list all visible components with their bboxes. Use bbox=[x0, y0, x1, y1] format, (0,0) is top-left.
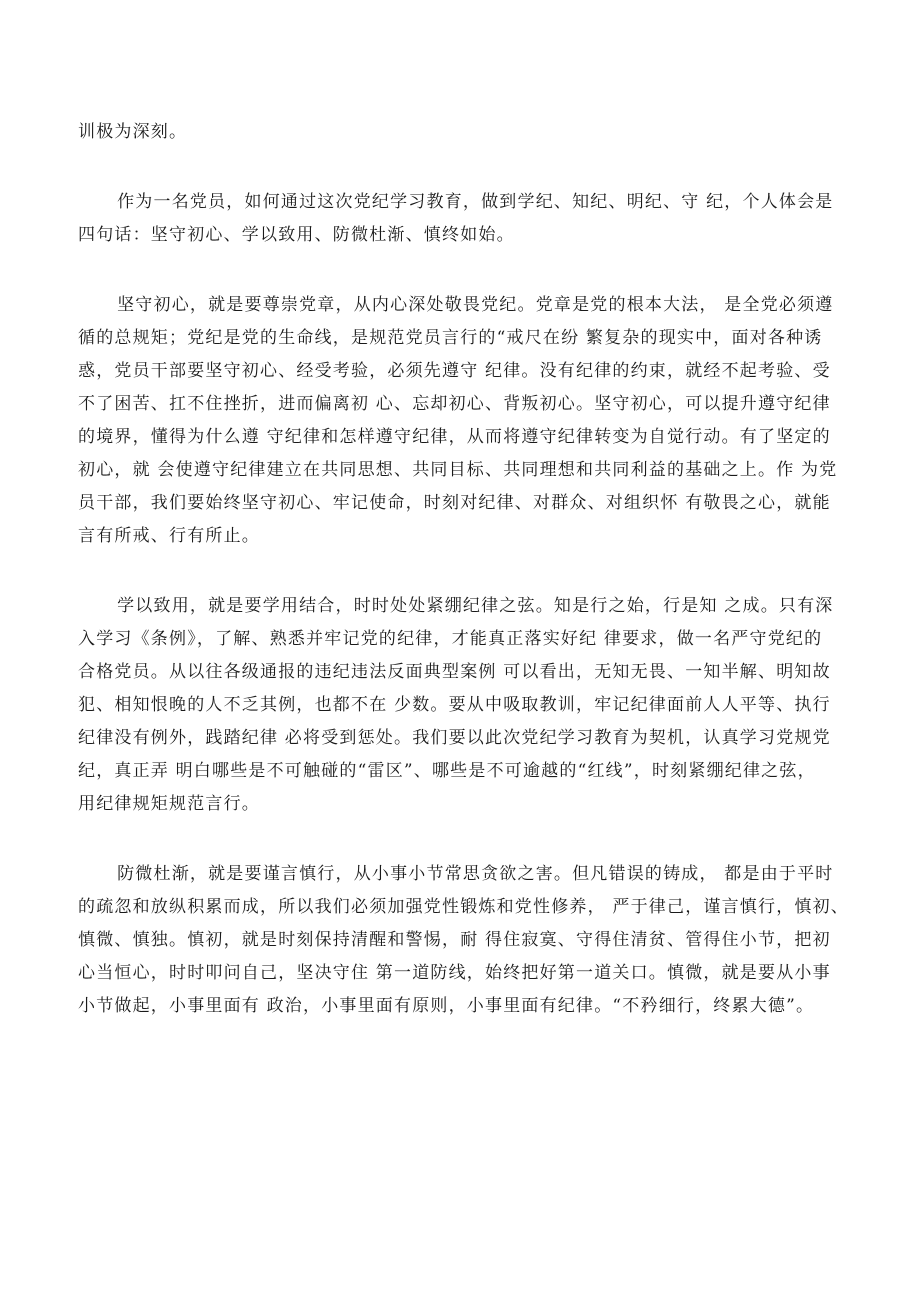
text-line: 训极为深刻。 bbox=[78, 122, 188, 142]
text-line: 循的总规矩；党纪是党的生命线，是规范党员言行的“戒尺在纷 繁复杂的现实中，面对各种诱 bbox=[78, 328, 823, 348]
text-line: 言有所戒、行有所止。 bbox=[78, 526, 260, 546]
text-line: 坚守初心，就是要尊崇党章，从内心深处敬畏党纪。党章是党的根本大法， 是全党必须遵 bbox=[117, 295, 834, 315]
paragraph bbox=[78, 116, 854, 149]
text-line: 小节做起，小事里面有 政治，小事里面有原则，小事里面有纪律。“不矜细行，终累大德”。 bbox=[78, 996, 815, 1016]
text-line: 不了困苦、扛不住挫折，进而偏离初 心、忘却初心、背叛初心。坚守初心，可以提升遵守纪律 bbox=[78, 394, 831, 414]
paragraph bbox=[78, 590, 854, 821]
text-line: 员干部，我们要始终坚守初心、牢记使命，时刻对纪律、对群众、对组织怀 有敬畏之心，就能 bbox=[78, 493, 831, 513]
text-line: 四句话：坚守初心、学以致用、防微杜渐、慎终如始。 bbox=[78, 225, 515, 245]
text-line: 的境界，懂得为什么遵 守纪律和怎样遵守纪律，从而将遵守纪律转变为自觉行动。有了坚定的 bbox=[78, 427, 831, 447]
text-line: 惑，党员干部要坚守初心、经受考验，必须先遵守 纪律。没有纪律的约束，就经不起考验、受 bbox=[78, 361, 831, 381]
text-line: 合格党员。从以往各级通报的违纪违法反面典型案例 可以看出，无知无畏、一知半解、明知故 bbox=[78, 662, 831, 682]
text-line: 犯、相知恨晚的人不乏其例，也都不在 少数。要从中吸取教训，牢记纪律面前人人平等、执行 bbox=[78, 695, 831, 715]
text-line: 纪，真正弄 明白哪些是不可触碰的“雷区”、哪些是不可逾越的“红线”，时刻紧绷纪律之弦， bbox=[78, 761, 816, 781]
text-line: 入学习《条例》，了解、熟悉并牢记党的纪律，才能真正落实好纪 律要求，做一名严守党纪的 bbox=[78, 629, 823, 649]
text-line: 学以致用，就是要学用结合，时时处处紧绷纪律之弦。知是行之始，行是知 之成。只有深 bbox=[117, 596, 834, 616]
text-line: 的疏忽和放纵积累而成，所以我们必须加强党性锻炼和党性修养， 严于律己，谨言慎行，慎初、 bbox=[78, 897, 850, 917]
paragraph bbox=[78, 186, 854, 252]
document-page bbox=[78, 116, 854, 1060]
paragraph bbox=[78, 289, 854, 553]
text-line: 防微杜渐，就是要谨言慎行，从小事小节常思贪欲之害。但凡错误的铸成， 都是由于平时 bbox=[117, 864, 834, 884]
text-line: 慎微、慎独。慎初，就是时刻保持清醒和警惕，耐 得住寂寞、守得住清贫、管得住小节，把初 bbox=[78, 930, 831, 950]
text-line: 用纪律规矩规范言行。 bbox=[78, 794, 260, 814]
text-line: 作为一名党员，如何通过这次党纪学习教育，做到学纪、知纪、明纪、守 纪，个人体会是 bbox=[117, 192, 834, 212]
text-line: 初心，就 会使遵守纪律建立在共同思想、共同目标、共同理想和共同利益的基础之上。作 为党 bbox=[78, 460, 838, 480]
text-line: 纪律没有例外，践踏纪律 必将受到惩处。我们要以此次党纪学习教育为契机，认真学习党规党 bbox=[78, 728, 831, 748]
text-line: 心当恒心，时时叩问自己，坚决守住 第一道防线，始终把好第一道关口。慎微，就是要从小事 bbox=[78, 963, 831, 983]
paragraph bbox=[78, 858, 854, 1023]
